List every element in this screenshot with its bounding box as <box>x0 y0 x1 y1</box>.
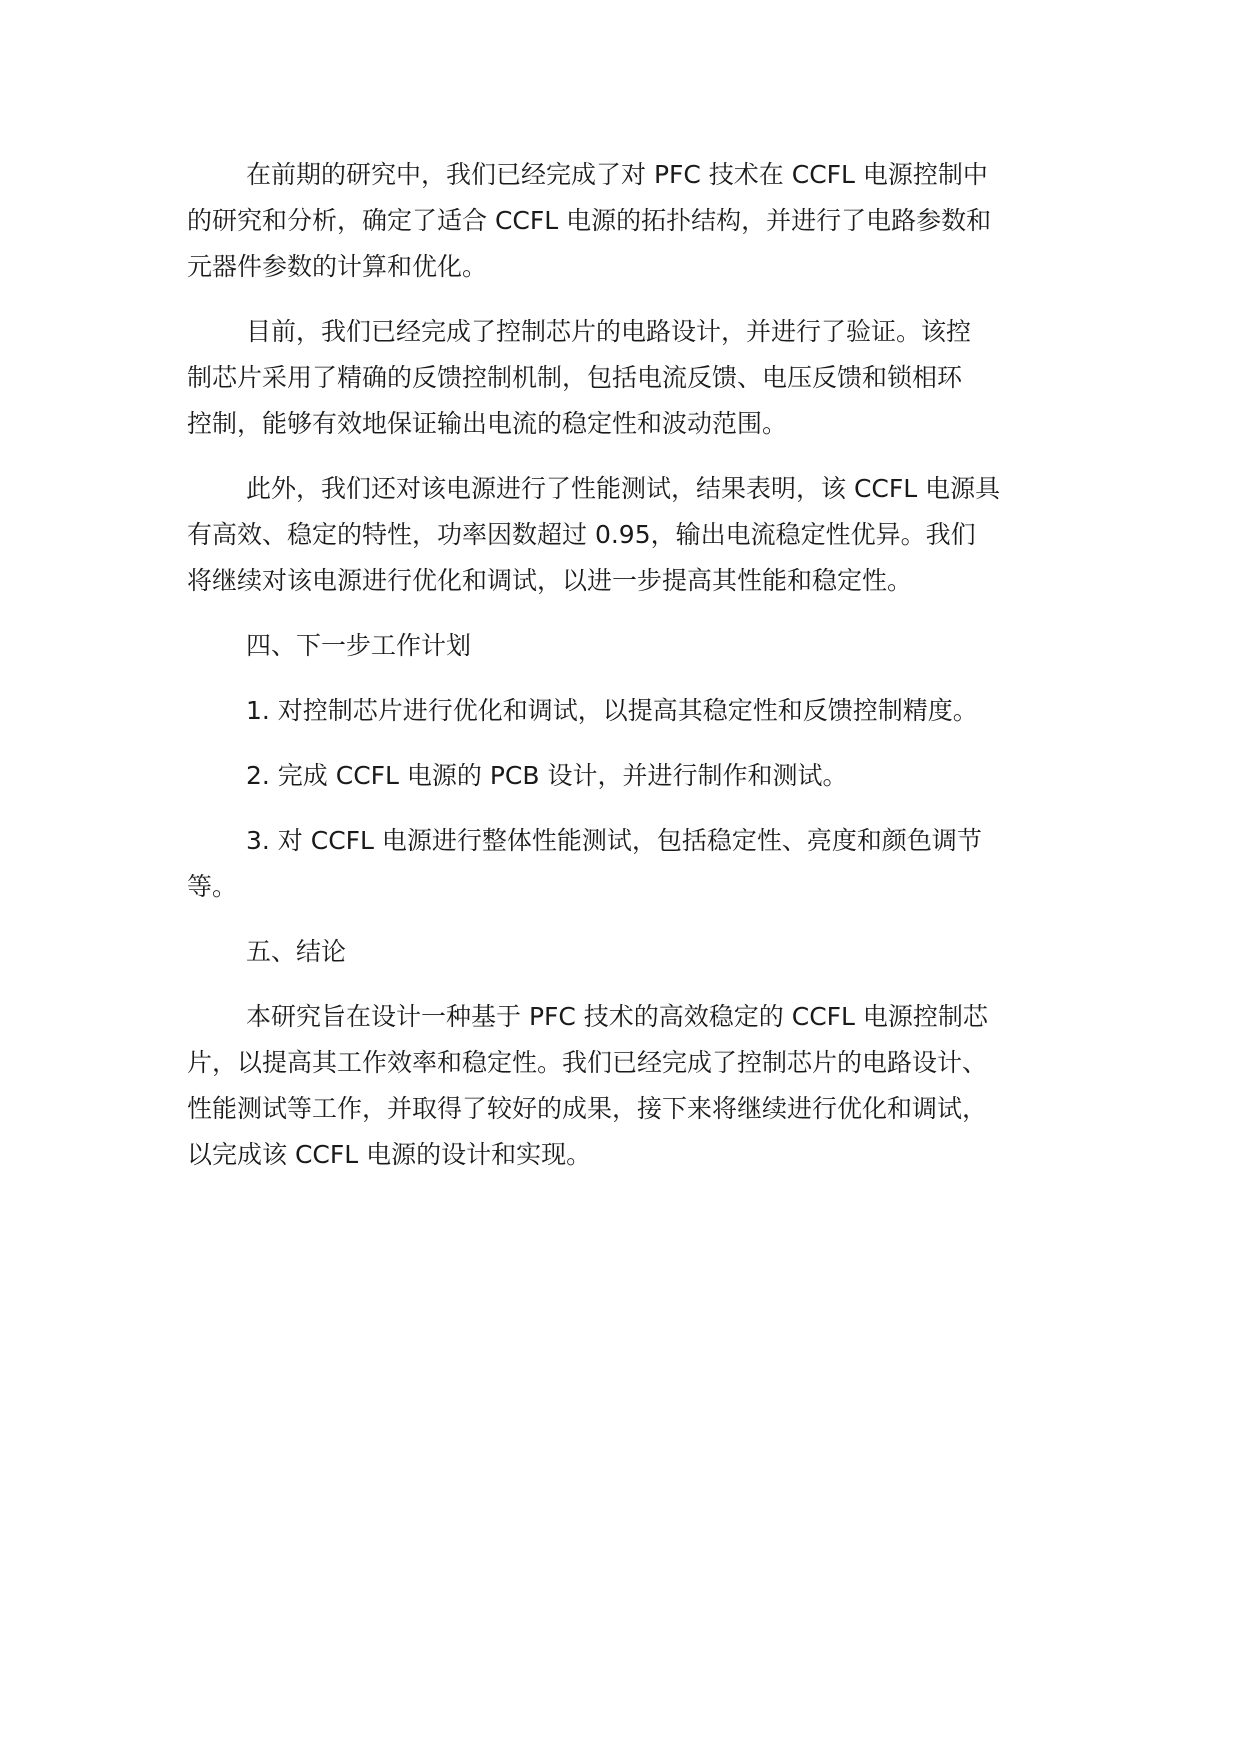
text-line: 性能测试等工作，并取得了较好的成果，接下来将继续进行优化和调试， <box>187 1094 988 1123</box>
text-line: 在前期的研究中，我们已经完成了对 PFC 技术在 CCFL 电源控制中 <box>246 160 988 189</box>
document-body <box>187 152 1087 1197</box>
text-line: 制芯片采用了精确的反馈控制机制，包括电流反馈、电压反馈和锁相环 <box>187 363 963 392</box>
paragraph-conclusion <box>187 994 1087 1178</box>
heading-line: 五、结论 <box>246 937 347 966</box>
text-line: 此外，我们还对该电源进行了性能测试，结果表明，该 CCFL 电源具 <box>246 474 1001 503</box>
text-line: 目前，我们已经完成了控制芯片的电路设计，并进行了验证。该控 <box>246 317 972 346</box>
text-line: 本研究旨在设计一种基于 PFC 技术的高效稳定的 CCFL 电源控制芯 <box>246 1002 988 1031</box>
text-line: 片，以提高其工作效率和稳定性。我们已经完成了控制芯片的电路设计、 <box>187 1048 988 1077</box>
section-heading-conclusion <box>187 929 1087 975</box>
plan-item-1 <box>187 688 1087 734</box>
text-line: 2. 完成 CCFL 电源的 PCB 设计，并进行制作和测试。 <box>246 761 848 790</box>
text-line: 的研究和分析，确定了适合 CCFL 电源的拓扑结构，并进行了电路参数和 <box>187 206 992 235</box>
plan-item-2 <box>187 753 1087 799</box>
paragraph-performance-test <box>187 466 1087 604</box>
text-line: 控制，能够有效地保证输出电流的稳定性和波动范围。 <box>187 409 788 438</box>
paragraph-current-progress <box>187 309 1087 447</box>
paragraph-prior-research <box>187 152 1087 290</box>
text-line: 有高效、稳定的特性，功率因数超过 0.95，输出电流稳定性优异。我们 <box>187 520 976 549</box>
text-line: 等。 <box>187 872 238 901</box>
text-line: 以完成该 CCFL 电源的设计和实现。 <box>187 1140 592 1169</box>
heading-line: 四、下一步工作计划 <box>246 631 472 660</box>
text-line: 3. 对 CCFL 电源进行整体性能测试，包括稳定性、亮度和颜色调节 <box>246 826 982 855</box>
text-line: 将继续对该电源进行优化和调试，以进一步提高其性能和稳定性。 <box>187 566 913 595</box>
text-line: 元器件参数的计算和优化。 <box>187 252 488 281</box>
text-line: 1. 对控制芯片进行优化和调试，以提高其稳定性和反馈控制精度。 <box>246 696 978 725</box>
section-heading-next-plan <box>187 623 1087 669</box>
plan-item-3 <box>187 818 1087 910</box>
